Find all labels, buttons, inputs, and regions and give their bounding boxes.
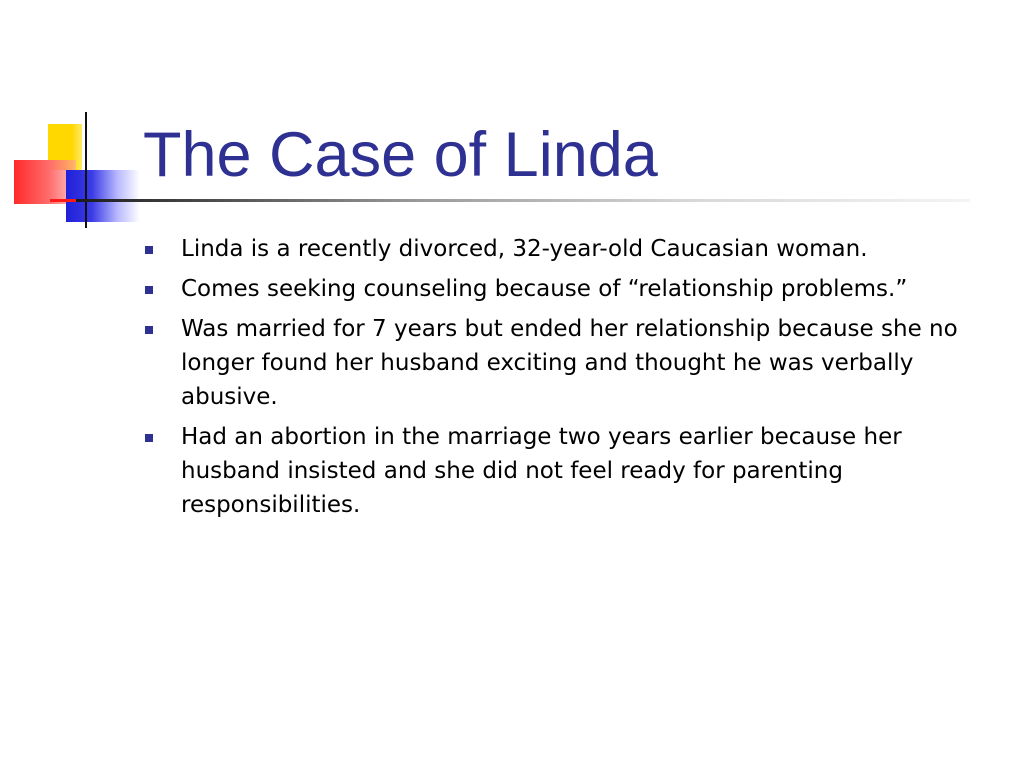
square-bullet-icon: [145, 326, 153, 334]
title-underline: [50, 199, 970, 202]
bullet-item: [143, 232, 1003, 266]
bullet-item: [143, 312, 1003, 414]
bullet-text: Comes seeking counseling because of “relationship problems.”: [181, 276, 908, 302]
bullet-text: Linda is a recently divorced, 32-year-old Caucasian woman.: [181, 236, 868, 262]
bullet-item: [143, 420, 1003, 522]
bullet-list: [143, 232, 1003, 528]
square-bullet-icon: [145, 286, 153, 294]
slide-title: The Case of Linda: [143, 120, 658, 190]
blue-square: [66, 170, 140, 222]
square-bullet-icon: [145, 246, 153, 254]
vertical-rule: [85, 112, 87, 228]
title-underline-accent: [50, 199, 76, 202]
bullet-text: Had an abortion in the marriage two years earlier because her husband insisted and she did not feel ready for parenting responsibilities.: [181, 424, 902, 518]
bullet-item: [143, 272, 1003, 306]
square-bullet-icon: [145, 434, 153, 442]
decorative-squares-logo-icon: [0, 0, 160, 240]
bullet-text: Was married for 7 years but ended her relationship because she no longer found her husband exciting and thought he was verbally abusive.: [181, 316, 958, 410]
